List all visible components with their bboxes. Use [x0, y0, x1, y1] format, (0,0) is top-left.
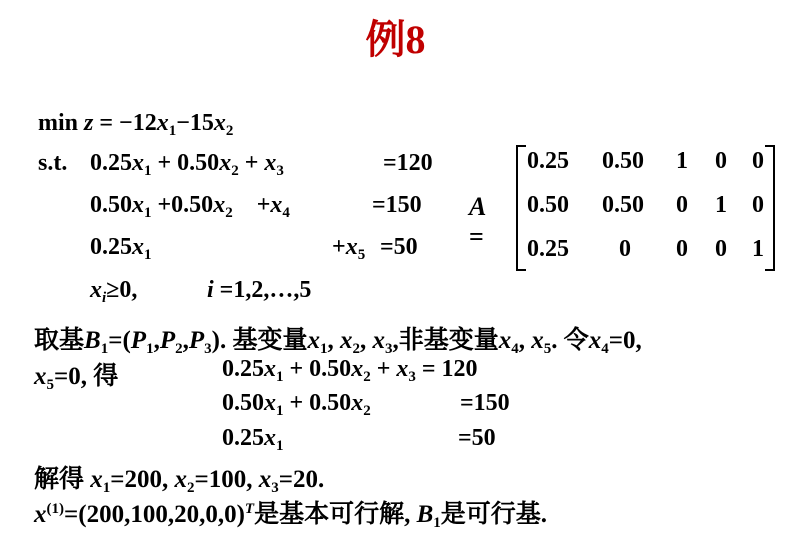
- reduced-equation-2: $0.50x_1 + 0.50x_2$: [222, 390, 371, 419]
- matrix-cell: 1: [752, 236, 764, 262]
- constraint-3-slack: $+x_5$: [332, 234, 366, 263]
- matrix-cell: 1: [715, 192, 727, 218]
- left-bracket: [516, 145, 526, 271]
- matrix-cell: 0: [752, 192, 764, 218]
- reduced-equation-1: $0.25x_1 + 0.50x_2 + x_3 = 120$: [222, 356, 478, 385]
- matrix-cell: 0: [619, 236, 631, 262]
- matrix-cell: 0.50: [527, 192, 569, 218]
- matrix-cell: 1: [676, 148, 688, 174]
- matrix-cell: 0: [715, 148, 727, 174]
- constraint-2: $0.50x_1 +0.50x_2$ $+x_4$: [90, 192, 290, 221]
- constraint-1-rhs: =120: [383, 150, 433, 176]
- conclusion: $x^{(1)}=(200,100,20,0,0)^T$是基本可行解, $B_1$是可行基.: [34, 501, 548, 531]
- constraint-3-rhs: =50: [380, 234, 418, 260]
- constraint-3: $0.25x_1$: [90, 234, 152, 263]
- matrix-cell: 0: [715, 236, 727, 262]
- constraint-2-rhs: =150: [372, 192, 422, 218]
- nonnegativity: $x_i\ge 0$,: [90, 277, 138, 306]
- constraint-label: s.t.: [38, 150, 68, 176]
- matrix-cell: 0.25: [527, 236, 569, 262]
- matrix-cell: 0.25: [527, 148, 569, 174]
- basis-statement: 取基$B_1=(P_1,P_2,P_3)$. 基变量$x_1$, $x_2$, $x_3$,非基变量$x_4$, $x_5$. 令$x_4=0$,: [34, 327, 642, 357]
- slide-title: 例8: [365, 17, 426, 62]
- reduced-equation-2-rhs: =150: [460, 390, 510, 416]
- solution-values: 解得 $x_1=200$, $x_2=100$, $x_3=20$.: [34, 466, 325, 496]
- reduced-equation-3: $0.25x_1$: [222, 425, 284, 454]
- matrix-label: A =: [469, 192, 487, 251]
- right-bracket: [765, 145, 775, 271]
- objective-function: $\min z = -12x_1-15x_2$: [38, 110, 234, 139]
- matrix-cell: 0: [676, 236, 688, 262]
- matrix-cell: 0.50: [602, 148, 644, 174]
- constraint-1: $0.25x_1 + 0.50x_2 + x_3$: [90, 150, 284, 179]
- matrix-cell: 0.50: [602, 192, 644, 218]
- index-range: i =1,2,…,5: [207, 277, 312, 303]
- set-x5-zero: $x_5=0$, 得: [34, 363, 119, 393]
- matrix-cell: 0: [752, 148, 764, 174]
- reduced-equation-3-rhs: =50: [458, 425, 496, 451]
- matrix-cell: 0: [676, 192, 688, 218]
